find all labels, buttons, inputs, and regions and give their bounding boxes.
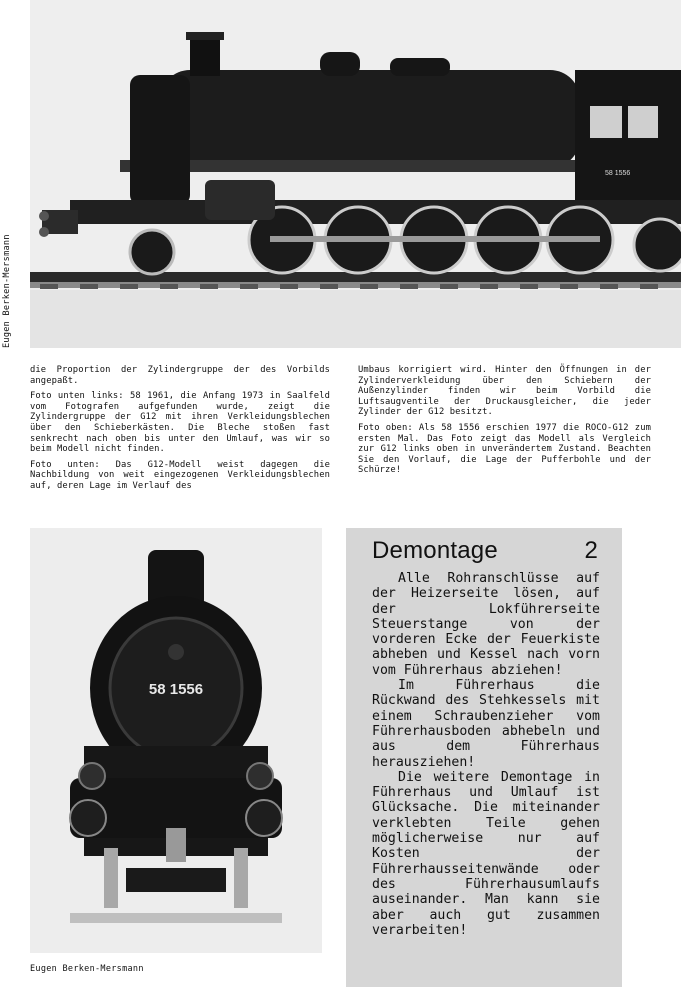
caption-paragraph: Foto unten links: 58 1961, die Anfang 1973 in Saalfeld vom Fotografen aufgefunden wurde, zeigt die Zylindergruppe der G12 mit ihren Verkleidungsblechen über den Schieberkästen. Die Bleche stoßen fast senkrecht nach oben bis unter den Umlauf, was wir so beim Modell nicht finden.: [30, 391, 330, 455]
side-view-locomotive-illustration: [30, 0, 681, 348]
bottom-locomotive-photo: [30, 528, 322, 953]
sidebar-body: [372, 571, 600, 938]
sidebar-paragraph: Alle Rohranschlüsse auf der Heizerseite lösen, auf der Lokführerseite Steuerstange von der vorderen Ecke der Feuerkiste abheben und Kessel nach vorn vom Führerhaus abziehen!: [372, 571, 600, 678]
smokebox-number-plate: 58 1556: [148, 681, 204, 698]
top-photo-credit-text: Eugen Berken-Mersmann: [2, 234, 12, 348]
caption-paragraph: die Proportion der Zylindergruppe der des Vorbilds angepaßt.: [30, 365, 330, 386]
sidebar-title: Demontage: [372, 537, 498, 564]
sidebar-step-number: 2: [584, 537, 598, 564]
bottom-photo-credit: Eugen Berken-Mersmann: [30, 964, 144, 974]
caption-column-left: [30, 365, 330, 497]
sidebar-paragraph: Die weitere Demontage in Führerhaus und Umlauf ist Glücksache. Die miteinander verklebten Teile gehen möglicherweise nur auf Kosten der Führerhausseitenwände oder des Führerhausumlaufs auseinander. Man kann sie aber auch gut zusammen verarbeiten!: [372, 769, 600, 938]
top-locomotive-photo: [30, 0, 681, 348]
cab-number-plate: 58 1556: [605, 170, 631, 177]
caption-paragraph: Umbaus korrigiert wird. Hinter den Öffnungen in der Zylinderverkleidung über den Schiebern der Außenzylinder finden wir beim Vorbild die Luftsaugventile der Druckausgleicher, die jeder Zylinder der G12 besitzt.: [358, 365, 651, 418]
caption-paragraph: Foto unten: Das G12-Modell weist dagegen die Nachbildung von weit eingezogenen Verkleidungsblechen auf, deren Lage im Verlauf des: [30, 459, 330, 491]
caption-paragraph: Foto oben: Als 58 1556 erschien 1977 die ROCO-G12 zum ersten Mal. Das Foto zeigt das Modell als Vergleich zur G12 links oben in unverändertem Zustand. Beachten Sie den Vorlauf, die Lage der Pufferbohle und der Schürze!: [358, 422, 651, 476]
front-view-locomotive-illustration: [30, 528, 322, 953]
sidebar-heading: [372, 537, 598, 565]
sidebar-paragraph: Im Führerhaus die Rückwand des Stehkessels mit einem Schraubenzieher vom Führerhausboden abhebeln und aus dem Führerhaus herausziehen!: [372, 678, 600, 770]
caption-column-right: [358, 365, 651, 481]
